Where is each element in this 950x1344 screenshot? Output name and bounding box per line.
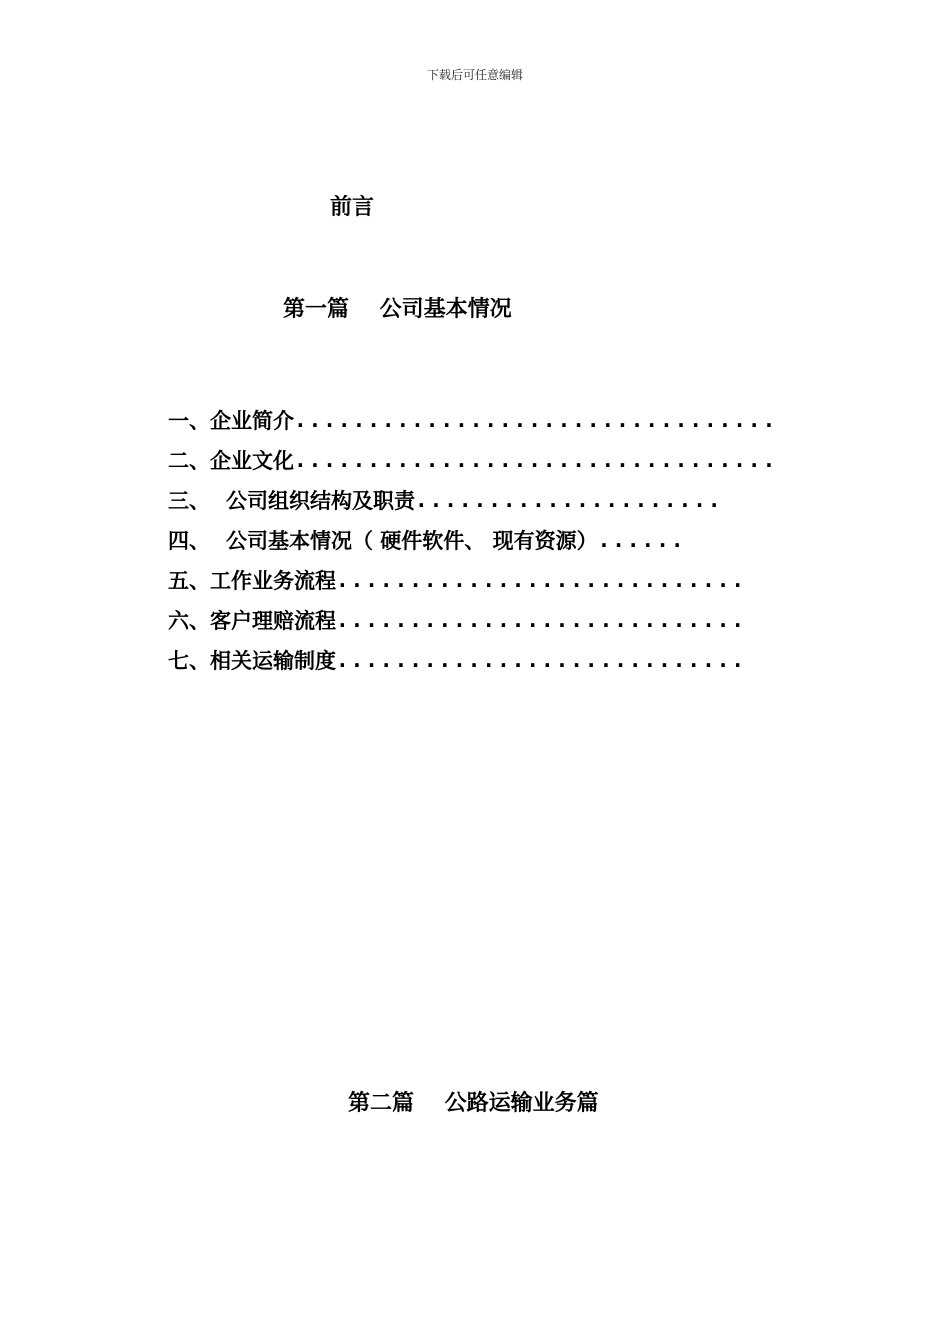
- toc-item-number: 五、: [168, 569, 210, 593]
- part-one-title: 第一篇 公司基本情况: [283, 297, 512, 322]
- toc-item-label: 工作业务流程: [210, 569, 336, 593]
- toc-item-2: [168, 440, 778, 480]
- toc-item-label: 企业简介: [210, 409, 294, 433]
- toc-item-number: 二、: [168, 449, 210, 473]
- toc-item-label: 公司组织结构及职责: [226, 489, 415, 513]
- preface-heading: 前言: [330, 195, 375, 220]
- toc-item-label: 相关运输制度: [210, 649, 336, 673]
- toc-item-number: 三、: [168, 489, 210, 513]
- toc-item-7: [168, 640, 747, 680]
- toc-item-label: 企业文化: [210, 449, 294, 473]
- toc-item-6: [168, 600, 747, 640]
- toc-item-number: 六、: [168, 609, 210, 633]
- toc-leader-dots: ............................: [336, 568, 747, 592]
- toc-item-1: [168, 400, 778, 440]
- toc-leader-dots: ............................: [336, 608, 747, 632]
- toc-leader-dots: .................................: [294, 448, 778, 472]
- page-header-note: 下载后可任意编辑: [426, 68, 523, 82]
- part-two-title: 第二篇 公路运输业务篇: [348, 1091, 599, 1116]
- toc-item-4: [168, 520, 728, 560]
- toc-leader-dots: ............................: [336, 648, 747, 672]
- toc-item-number: 一、: [168, 409, 210, 433]
- toc-leader-dots: .....................: [415, 488, 723, 512]
- toc-leader-dots: .................................: [294, 408, 778, 432]
- toc-item-label: 客户理赔流程: [210, 609, 336, 633]
- table-of-contents: [168, 400, 778, 680]
- toc-item-3: [168, 480, 728, 520]
- toc-item-5: [168, 560, 747, 600]
- toc-item-number: 七、: [168, 649, 210, 673]
- toc-item-number: 四、: [168, 529, 210, 553]
- toc-leader-dots: ......: [597, 528, 686, 552]
- toc-item-label: 公司基本情况（ 硬件软件、 现有资源）: [226, 529, 598, 553]
